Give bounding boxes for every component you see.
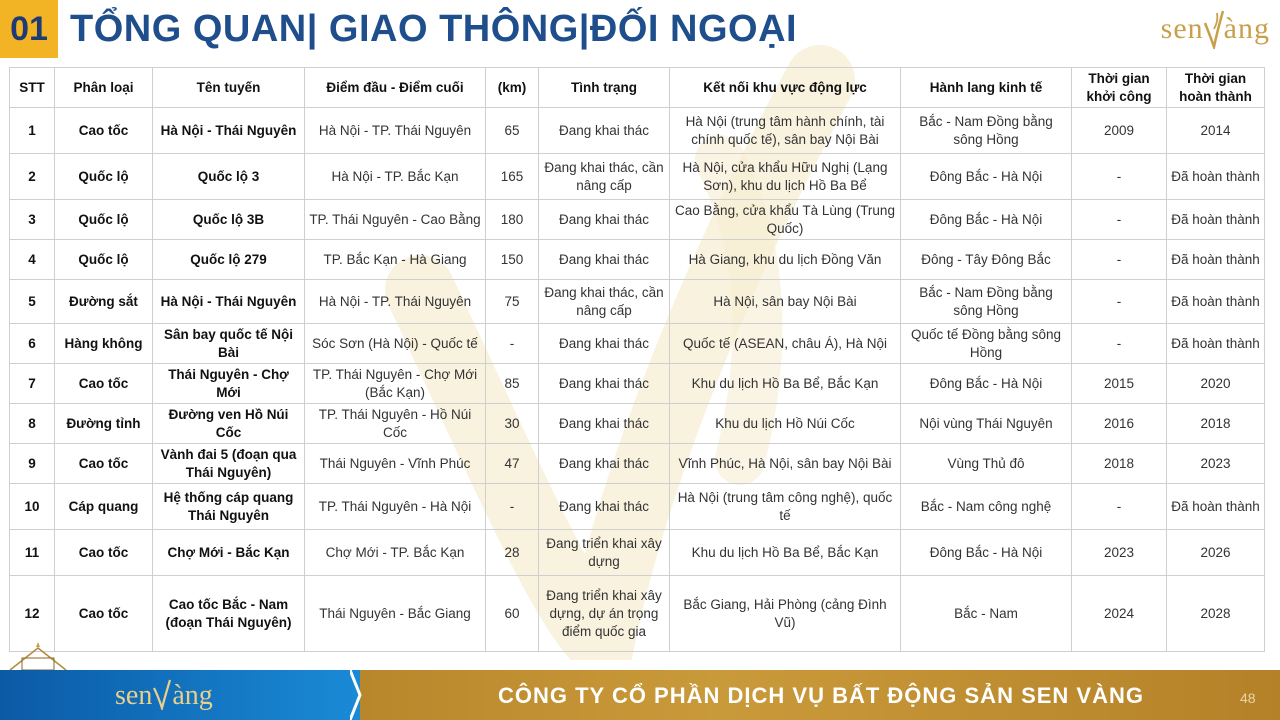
table-cell: Đã hoàn thành (1167, 280, 1265, 324)
table-row (10, 404, 1265, 444)
table-row (10, 576, 1265, 652)
table-cell: Quốc tế (ASEAN, châu Á), Hà Nội (670, 324, 901, 364)
table-cell: 12 (10, 576, 55, 652)
table-cell: Đang khai thác (539, 108, 670, 154)
table-cell: 2014 (1167, 108, 1265, 154)
table-cell: 2023 (1072, 530, 1167, 576)
table-cell: - (1072, 200, 1167, 240)
table-cell: Vành đai 5 (đoạn qua Thái Nguyên) (153, 444, 305, 484)
table-cell: 7 (10, 364, 55, 404)
table-cell: Hà Nội, cửa khẩu Hữu Nghị (Lạng Sơn), khu du lịch Hồ Ba Bể (670, 154, 901, 200)
table-cell: - (486, 324, 539, 364)
column-header: Tên tuyến (153, 68, 305, 108)
table-cell: Hà Nội - TP. Thái Nguyên (305, 280, 486, 324)
column-header: Tình trạng (539, 68, 670, 108)
table-cell: Đông Bắc - Hà Nội (901, 154, 1072, 200)
table-cell: Nội vùng Thái Nguyên (901, 404, 1072, 444)
table-cell: Đường tỉnh (55, 404, 153, 444)
column-header: Kết nối khu vực động lực (670, 68, 901, 108)
table-cell: Vĩnh Phúc, Hà Nội, sân bay Nội Bài (670, 444, 901, 484)
table-cell: 60 (486, 576, 539, 652)
table-cell: 2018 (1072, 444, 1167, 484)
table-cell: Đường ven Hồ Núi Cốc (153, 404, 305, 444)
table-row (10, 108, 1265, 154)
building-logo-icon (6, 640, 70, 672)
footer-logo-text-left: sen (115, 680, 153, 711)
table-cell: Đang khai thác (539, 484, 670, 530)
page-title: TỔNG QUAN| GIAO THÔNG|ĐỐI NGOẠI (70, 8, 798, 50)
logo-text-left: sen (1160, 12, 1204, 45)
table-cell: Bắc - Nam Đồng bằng sông Hồng (901, 108, 1072, 154)
company-name: CÔNG TY CỔ PHẦN DỊCH VỤ BẤT ĐỘNG SẢN SEN VÀNG (498, 683, 1144, 708)
table-cell: 2023 (1167, 444, 1265, 484)
table-cell: Quốc lộ 3 (153, 154, 305, 200)
table-cell: 75 (486, 280, 539, 324)
table-cell: TP. Bắc Kạn - Hà Giang (305, 240, 486, 280)
table-row (10, 444, 1265, 484)
table-row (10, 280, 1265, 324)
table-cell: 2018 (1167, 404, 1265, 444)
table-cell: Cao Bằng, cửa khẩu Tà Lùng (Trung Quốc) (670, 200, 901, 240)
table-cell: Bắc - Nam công nghệ (901, 484, 1072, 530)
table-cell: - (1072, 324, 1167, 364)
table-cell: Đã hoàn thành (1167, 154, 1265, 200)
table-header-row (10, 68, 1265, 108)
table-cell: 2016 (1072, 404, 1167, 444)
table-cell: Đang khai thác (539, 200, 670, 240)
table-cell: 10 (10, 484, 55, 530)
table-cell: Vùng Thủ đô (901, 444, 1072, 484)
section-number-badge: 01 (0, 0, 58, 58)
table-row (10, 364, 1265, 404)
table-cell: Cao tốc (55, 576, 153, 652)
table-cell: 11 (10, 530, 55, 576)
table-cell: Hà Nội - Thái Nguyên (153, 108, 305, 154)
table-cell: Đã hoàn thành (1167, 484, 1265, 530)
table-cell: Đang khai thác (539, 364, 670, 404)
table-cell: Hệ thống cáp quang Thái Nguyên (153, 484, 305, 530)
table-cell: Khu du lịch Hồ Núi Cốc (670, 404, 901, 444)
table-cell: Đông - Tây Đông Bắc (901, 240, 1072, 280)
table-cell: Cao tốc (55, 108, 153, 154)
table-cell: Đã hoàn thành (1167, 240, 1265, 280)
table-cell: Quốc lộ (55, 240, 153, 280)
page-number: 48 (1240, 690, 1256, 706)
table-row (10, 240, 1265, 280)
table-cell: 2026 (1167, 530, 1265, 576)
traffic-table (9, 67, 1265, 652)
table-cell: Quốc lộ 3B (153, 200, 305, 240)
table-cell: 9 (10, 444, 55, 484)
column-header: Thời gian hoàn thành (1167, 68, 1265, 108)
table-cell: - (486, 484, 539, 530)
column-header: Thời gian khởi công (1072, 68, 1167, 108)
table-cell: Quốc tế Đồng bằng sông Hồng (901, 324, 1072, 364)
table-cell: TP. Thái Nguyên - Hà Nội (305, 484, 486, 530)
table-cell: Chợ Mới - TP. Bắc Kạn (305, 530, 486, 576)
table-cell: Quốc lộ (55, 154, 153, 200)
table-cell: 2 (10, 154, 55, 200)
table-cell: TP. Thái Nguyên - Cao Bằng (305, 200, 486, 240)
column-header: Điểm đầu - Điểm cuối (305, 68, 486, 108)
table-cell: 85 (486, 364, 539, 404)
table-cell: 30 (486, 404, 539, 444)
table-cell: Sân bay quốc tế Nội Bài (153, 324, 305, 364)
table-cell: Quốc lộ (55, 200, 153, 240)
table-cell: Cao tốc (55, 364, 153, 404)
table-cell: Đang triển khai xây dựng (539, 530, 670, 576)
table-cell: Đang triển khai xây dựng, dự án trọng điểm quốc gia (539, 576, 670, 652)
table-cell: Hà Nội - TP. Thái Nguyên (305, 108, 486, 154)
table-cell: Hà Nội (trung tâm công nghệ), quốc tế (670, 484, 901, 530)
table-cell: 8 (10, 404, 55, 444)
table-cell: Hà Nội - Thái Nguyên (153, 280, 305, 324)
table-cell: Đang khai thác (539, 404, 670, 444)
slide-header (0, 0, 1280, 62)
logo-text-right: àng (1223, 12, 1270, 45)
table-cell: 1 (10, 108, 55, 154)
table-cell: 150 (486, 240, 539, 280)
footer-logo-text-right: àng (172, 680, 213, 711)
column-header: (km) (486, 68, 539, 108)
table-row (10, 530, 1265, 576)
table-row (10, 324, 1265, 364)
column-header: STT (10, 68, 55, 108)
table-cell: 28 (486, 530, 539, 576)
table-cell: Cao tốc (55, 530, 153, 576)
table-cell: - (1072, 484, 1167, 530)
table-cell: Đã hoàn thành (1167, 324, 1265, 364)
table-row (10, 200, 1265, 240)
table-cell: Đang khai thác (539, 324, 670, 364)
table-cell: Thái Nguyên - Chợ Mới (153, 364, 305, 404)
table-row (10, 154, 1265, 200)
table-cell: Khu du lịch Hồ Ba Bể, Bắc Kạn (670, 364, 901, 404)
table-cell: Đang khai thác (539, 444, 670, 484)
footer-lotus-v-icon (152, 678, 172, 710)
table-cell: Quốc lộ 279 (153, 240, 305, 280)
table-cell: 65 (486, 108, 539, 154)
table-cell: 2009 (1072, 108, 1167, 154)
table-cell: Đang khai thác, cần nâng cấp (539, 154, 670, 200)
table-cell: 5 (10, 280, 55, 324)
table-cell: 180 (486, 200, 539, 240)
table-cell: Bắc - Nam Đồng bằng sông Hồng (901, 280, 1072, 324)
table-cell: 3 (10, 200, 55, 240)
table-cell: TP. Thái Nguyên - Chợ Mới (Bắc Kạn) (305, 364, 486, 404)
table-cell: Đông Bắc - Hà Nội (901, 200, 1072, 240)
table-cell: Đang khai thác (539, 240, 670, 280)
table-cell: Cao tốc Bắc - Nam (đoạn Thái Nguyên) (153, 576, 305, 652)
table-cell: Chợ Mới - Bắc Kạn (153, 530, 305, 576)
table-cell: Sóc Sơn (Hà Nội) - Quốc tế (305, 324, 486, 364)
table-cell: Thái Nguyên - Bắc Giang (305, 576, 486, 652)
table-cell: - (1072, 240, 1167, 280)
sen-vang-logo (1145, 4, 1270, 54)
table-cell: Cáp quang (55, 484, 153, 530)
table-cell: Đã hoàn thành (1167, 200, 1265, 240)
lotus-v-icon (1203, 9, 1225, 49)
table-cell: Hàng không (55, 324, 153, 364)
table-cell: 2028 (1167, 576, 1265, 652)
slide-footer (0, 670, 1280, 720)
table-cell: TP. Thái Nguyên - Hồ Núi Cốc (305, 404, 486, 444)
table-cell: 2015 (1072, 364, 1167, 404)
table-cell: - (1072, 280, 1167, 324)
table-cell: Đường sắt (55, 280, 153, 324)
table-cell: Bắc Giang, Hải Phòng (cảng Đình Vũ) (670, 576, 901, 652)
table-cell: Đông Bắc - Hà Nội (901, 530, 1072, 576)
table-cell: Hà Nội - TP. Bắc Kạn (305, 154, 486, 200)
table-cell: 165 (486, 154, 539, 200)
table-cell: Đông Bắc - Hà Nội (901, 364, 1072, 404)
table-cell: Cao tốc (55, 444, 153, 484)
table-cell: 2024 (1072, 576, 1167, 652)
table-row (10, 484, 1265, 530)
footer-sen-vang-logo (115, 678, 213, 712)
table-cell: - (1072, 154, 1167, 200)
column-header: Hành lang kinh tế (901, 68, 1072, 108)
table-cell: Bắc - Nam (901, 576, 1072, 652)
footer-separator (350, 670, 370, 720)
table-cell: Đang khai thác, cần nâng cấp (539, 280, 670, 324)
table-cell: 6 (10, 324, 55, 364)
table-cell: Hà Nội (trung tâm hành chính, tài chính quốc tế), sân bay Nội Bài (670, 108, 901, 154)
table-cell: Khu du lịch Hồ Ba Bể, Bắc Kạn (670, 530, 901, 576)
column-header: Phân loại (55, 68, 153, 108)
table-cell: Hà Nội, sân bay Nội Bài (670, 280, 901, 324)
table-cell: 4 (10, 240, 55, 280)
table-cell: Hà Giang, khu du lịch Đồng Văn (670, 240, 901, 280)
table-cell: 47 (486, 444, 539, 484)
table-cell: Thái Nguyên - Vĩnh Phúc (305, 444, 486, 484)
table-cell: 2020 (1167, 364, 1265, 404)
